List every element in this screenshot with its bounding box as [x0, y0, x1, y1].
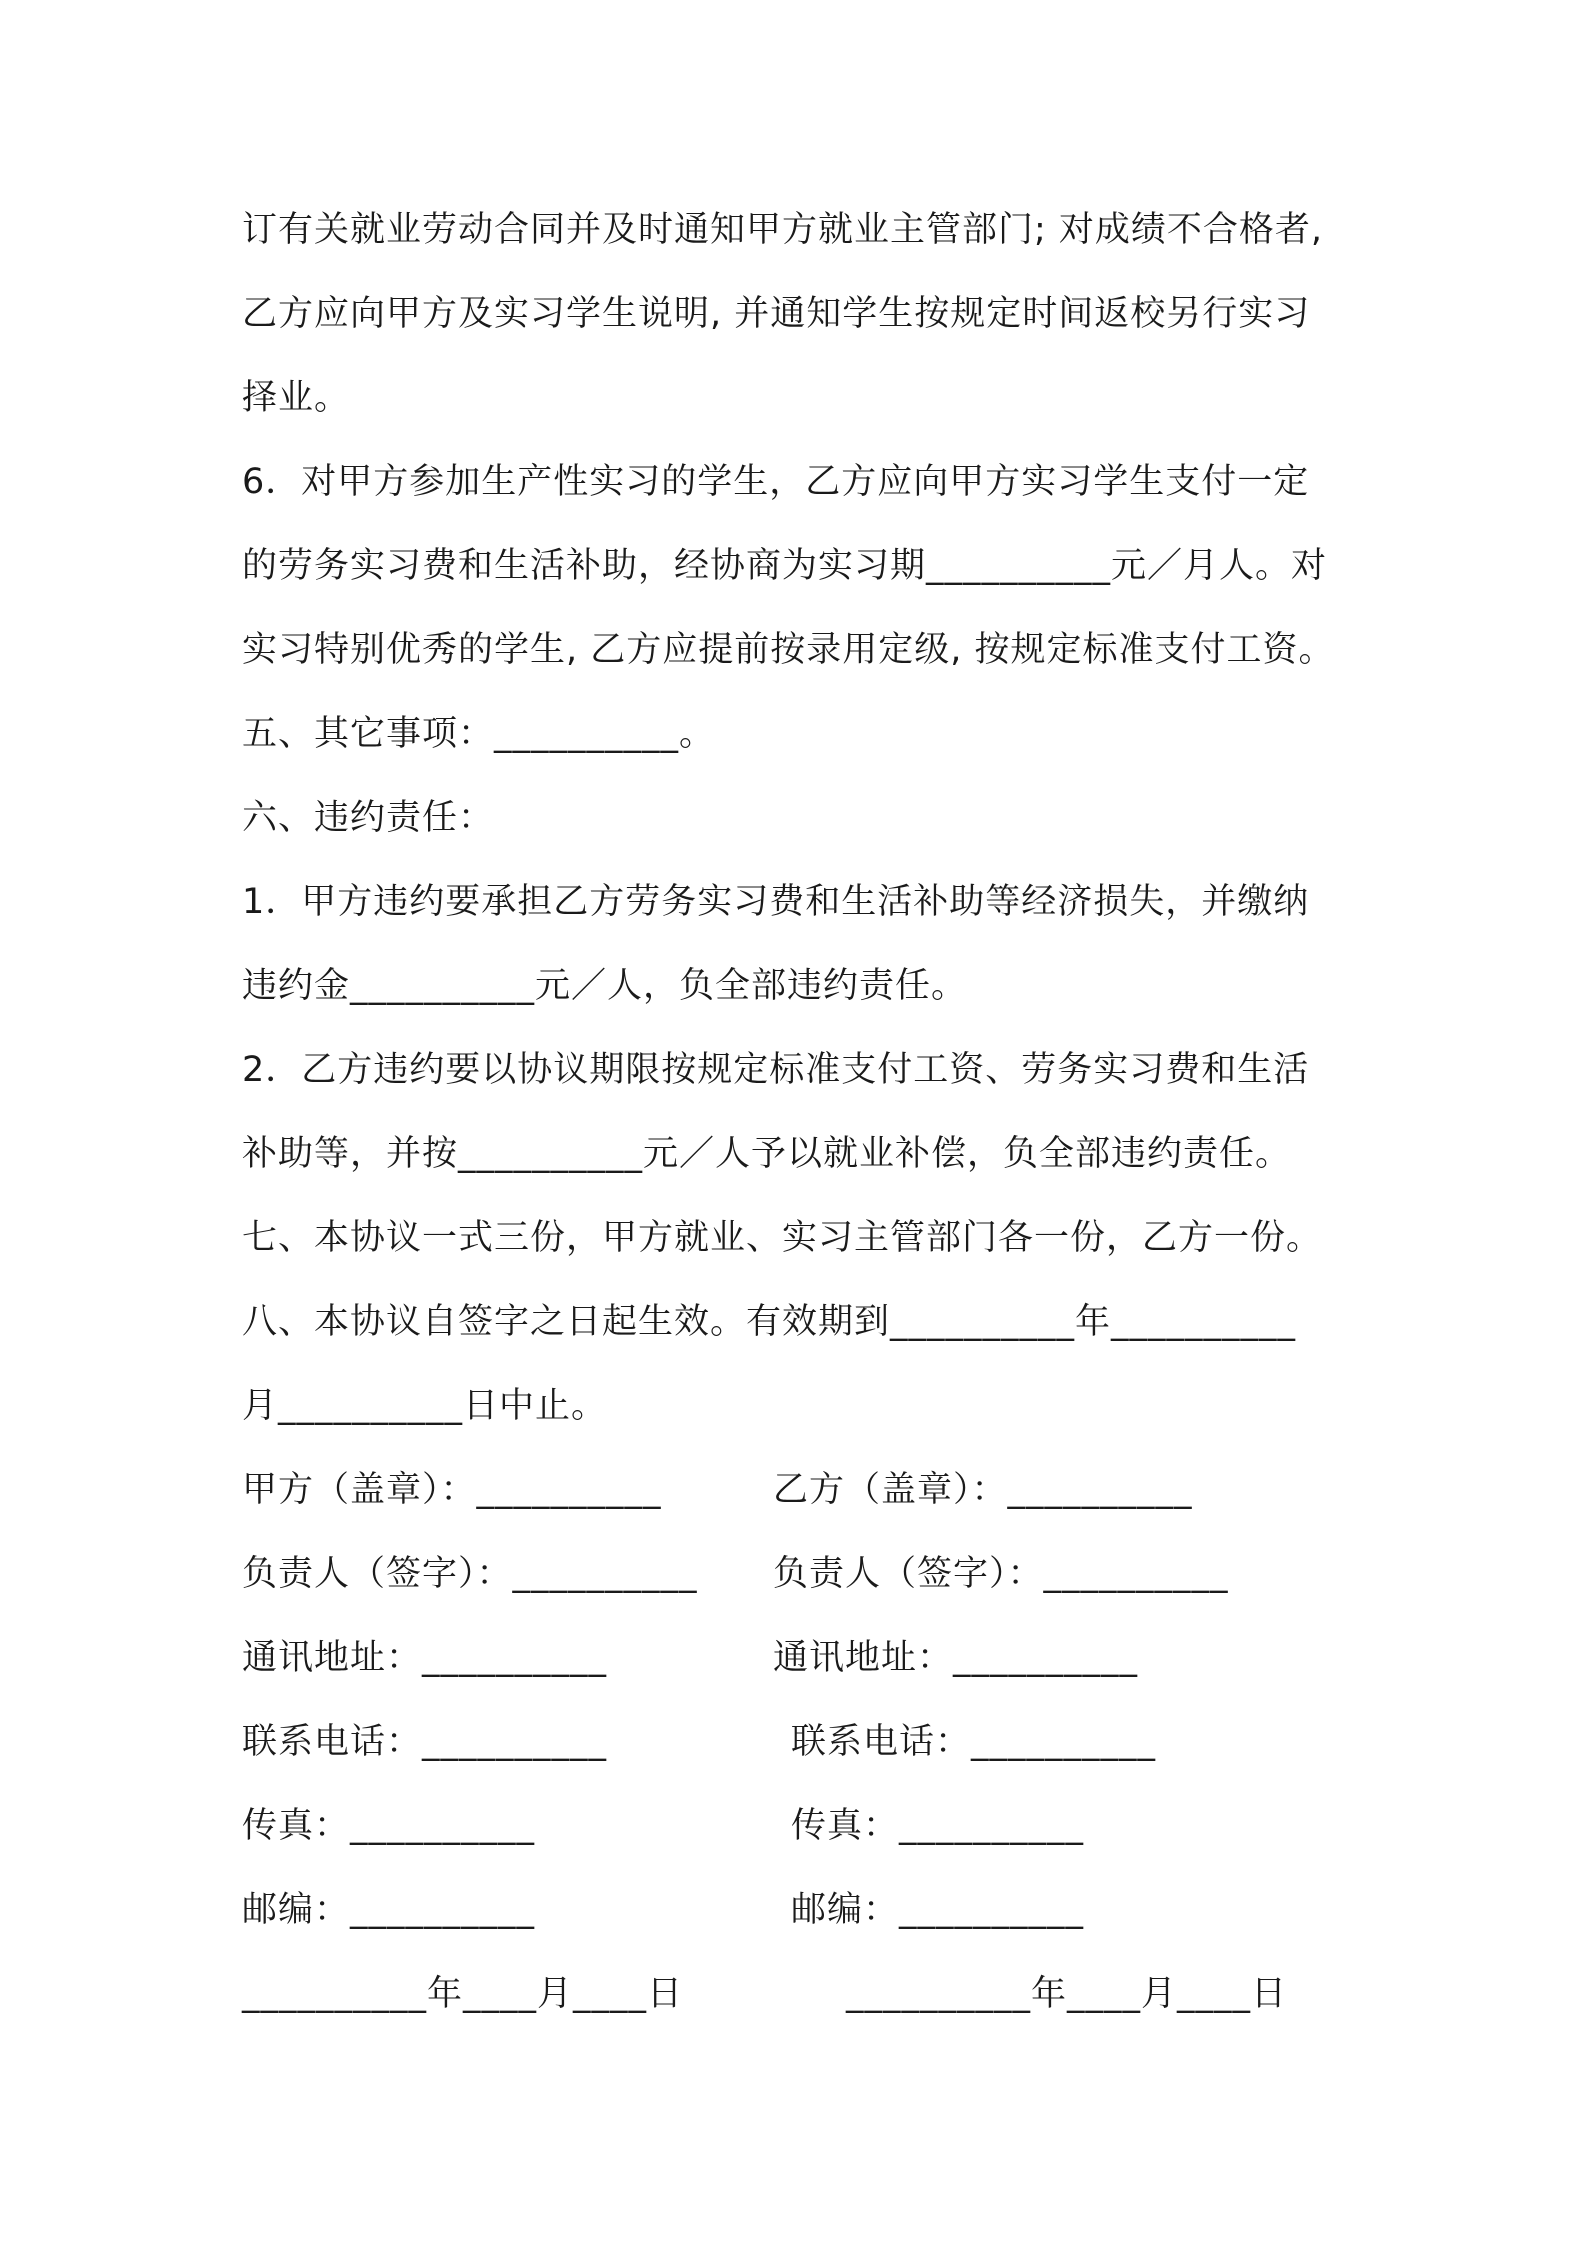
body-line-3: 择业。	[242, 378, 351, 418]
section-8-line-1: 八、本协议自签字之日起生效。有效期到__________年__________	[242, 1302, 1297, 1342]
party-b-address: 通讯地址：__________	[773, 1638, 1139, 1678]
party-a-fax: 传真：__________	[242, 1806, 536, 1846]
body-line-1: 订有关就业劳动合同并及时通知甲方就业主管部门; 对成绩不合格者,	[242, 210, 1324, 250]
party-a-postcode: 邮编：__________	[242, 1890, 536, 1930]
party-b-postcode: 邮编：__________	[791, 1890, 1085, 1930]
party-a-address: 通讯地址：__________	[242, 1638, 608, 1678]
party-b-date: __________年____月____日	[846, 1974, 1288, 2014]
section-6-heading: 六、违约责任：	[242, 798, 495, 838]
party-a-phone: 联系电话：__________	[242, 1722, 608, 1762]
party-a-person: 负责人（签字）：__________	[242, 1554, 698, 1594]
party-a-date: __________年____月____日	[242, 1974, 684, 2014]
section-5-other-matters: 五、其它事项：__________。	[242, 714, 716, 754]
party-b-fax: 传真：__________	[791, 1806, 1085, 1846]
party-b-seal: 乙方（盖章）：__________	[773, 1470, 1193, 1510]
liability-2-line-2: 补助等，并按__________元／人予以就业补偿，负全部违约责任。	[242, 1134, 1292, 1174]
party-a-seal: 甲方（盖章）：__________	[242, 1470, 662, 1510]
body-line-2: 乙方应向甲方及实习学生说明, 并通知学生按规定时间返校另行实习	[242, 294, 1311, 334]
section-8-line-2: 月__________日中止。	[242, 1386, 608, 1426]
clause-6-line-1: 6．对甲方参加生产性实习的学生，乙方应向甲方实习学生支付一定	[242, 462, 1310, 502]
clause-6-line-2: 的劳务实习费和生活补助，经协商为实习期__________元／月人。对	[242, 546, 1328, 586]
section-7-copies: 七、本协议一式三份，甲方就业、实习主管部门各一份，乙方一份。	[242, 1218, 1323, 1258]
liability-2-line-1: 2．乙方违约要以协议期限按规定标准支付工资、劳务实习费和生活	[242, 1050, 1310, 1090]
party-b-person: 负责人（签字）：__________	[773, 1554, 1229, 1594]
liability-1-line-1: 1．甲方违约要承担乙方劳务实习费和生活补助等经济损失，并缴纳	[242, 882, 1310, 922]
party-b-phone: 联系电话：__________	[791, 1722, 1157, 1762]
clause-6-line-3: 实习特别优秀的学生, 乙方应提前按录用定级, 按规定标准支付工资。	[242, 630, 1335, 670]
liability-1-line-2: 违约金__________元／人，负全部违约责任。	[242, 966, 968, 1006]
